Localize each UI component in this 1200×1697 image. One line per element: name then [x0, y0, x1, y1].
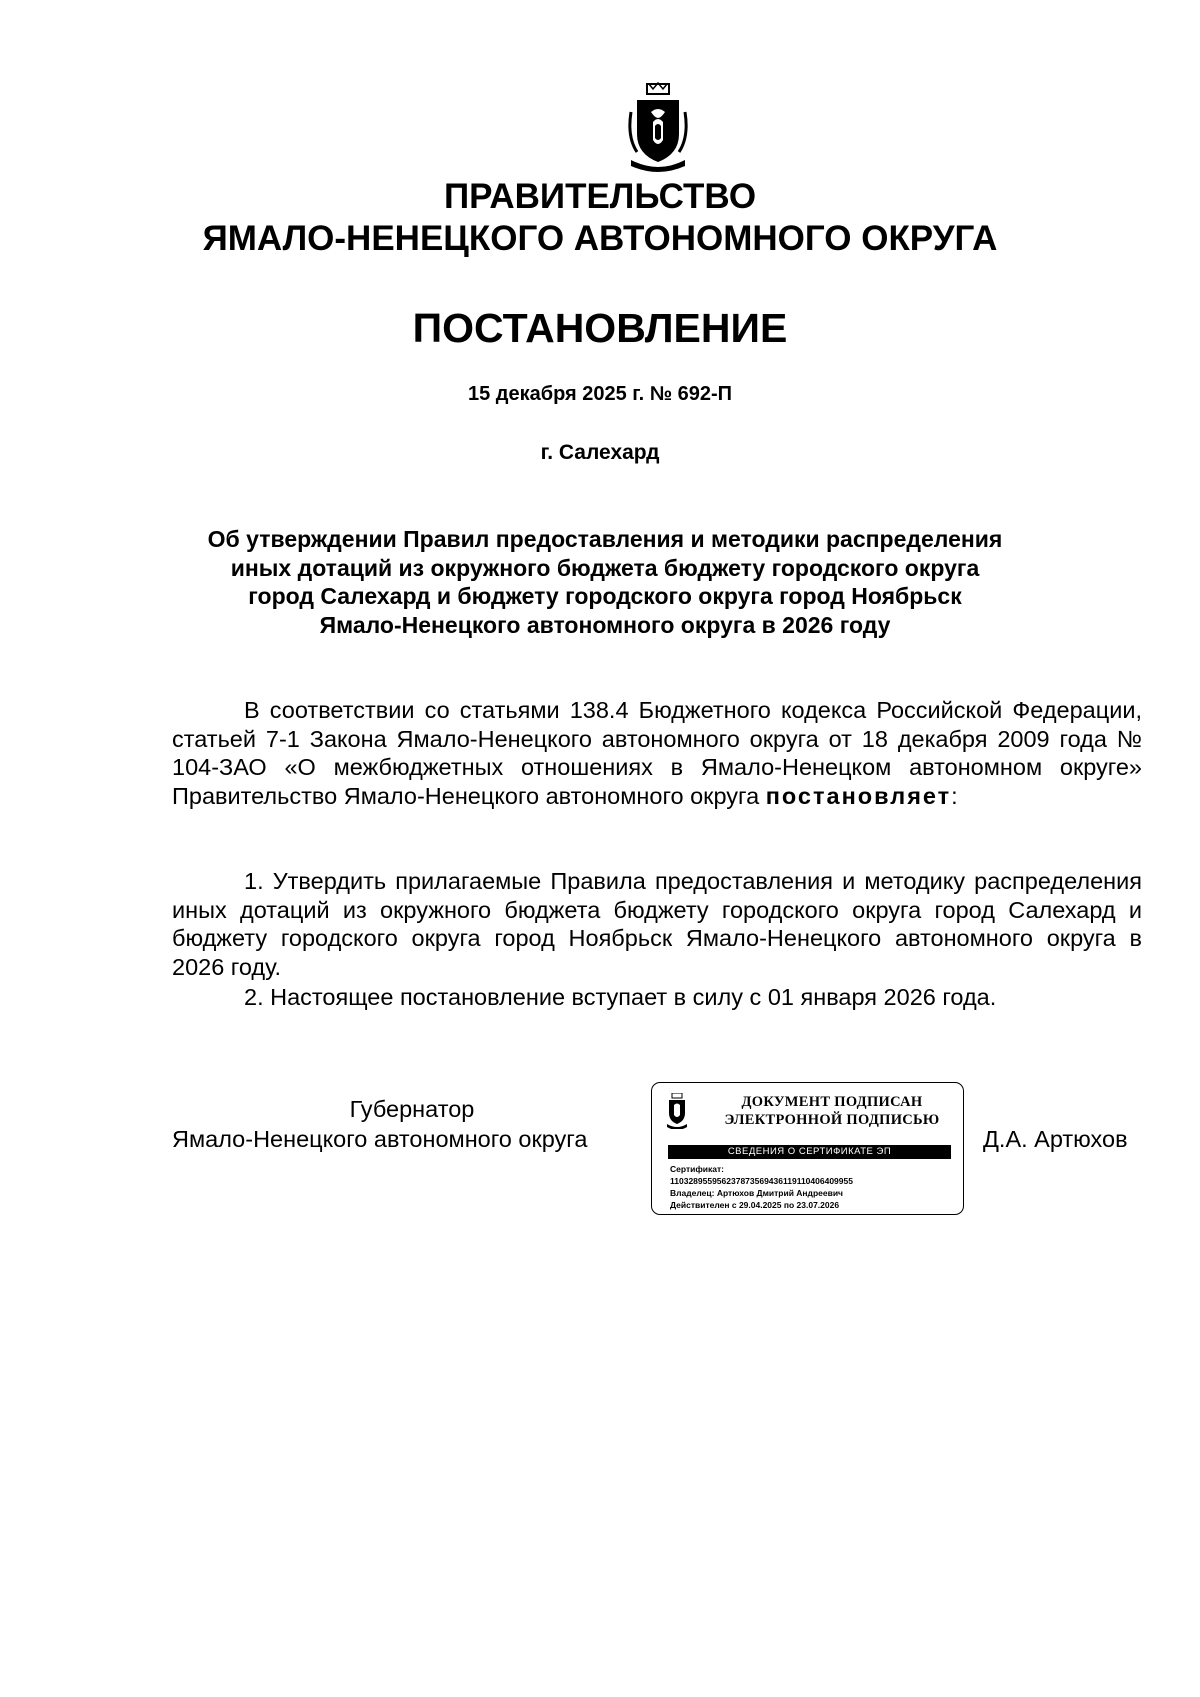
subject-line: Ямало-Ненецкого автономного округа в 2026 году	[319, 611, 891, 638]
resolves-keyword: постановляет	[765, 782, 952, 809]
subject-line: иных дотаций из окружного бюджета бюджету городского округа	[230, 554, 980, 581]
subject-line: город Салехард и бюджету городского округа город Ноябрьск	[248, 583, 962, 609]
preamble-paragraph	[172, 696, 1142, 810]
document-subject	[0, 525, 1200, 639]
government-name-line1: ПРАВИТЕЛЬСТВО	[443, 177, 757, 216]
stamp-cert-label: Сертификат:	[670, 1164, 724, 1174]
coat-of-arms-icon	[666, 1093, 688, 1129]
document-city: г. Салехард	[540, 441, 660, 464]
item-2-paragraph	[172, 983, 1142, 1012]
coat-of-arms-icon	[627, 82, 689, 174]
document-date-number: 15 декабря 2025 г. № 692-П	[467, 383, 733, 405]
electronic-signature-stamp	[651, 1082, 964, 1215]
subject-line: Об утверждении Правил предоставления и методики распределения	[207, 526, 1003, 552]
signatory-name: Д.А. Артюхов	[983, 1126, 1128, 1152]
item-2-text: 2. Настоящее постановление вступает в силу с 01 января 2026 года.	[244, 984, 997, 1010]
signatory-position	[172, 1096, 652, 1123]
position-line1: Губернатор	[349, 1096, 475, 1122]
stamp-title-line1: ДОКУМЕНТ ПОДПИСАН	[741, 1094, 923, 1110]
resolves-colon: :	[951, 782, 958, 809]
government-name-line2: ЯМАЛО-НЕНЕЦКОГО АВТОНОМНОГО ОКРУГА	[202, 219, 998, 258]
item-1-text: 1. Утвердить прилагаемые Правила предоставления и методику распределения иных дотаций из окружного бюджета бюджету городского округа город Салехард и бюджету городского округа город Ноябрьск Ямало-Ненецкого автономного округа в 2026 году.	[172, 868, 1142, 980]
preamble-text: В соответствии со статьями 138.4 Бюджетного кодекса Российской Федерации, статьей 7-1 Закона Ямало-Ненецкого автономного округа от 18 декабря 2009 года № 104-ЗАО «О межбюджетных отношениях в Ямало-Ненецком автономном округе» Правительство Ямало-Ненецкого автономного округа	[172, 697, 1142, 809]
stamp-certificate-bar: СВЕДЕНИЯ О СЕРТИФИКАТЕ ЭП	[668, 1145, 951, 1159]
stamp-validity: Действителен с 29.04.2025 по 23.07.2026	[670, 1200, 840, 1210]
item-1-paragraph	[172, 867, 1142, 981]
position-line2: Ямало-Ненецкого автономного округа	[172, 1126, 588, 1152]
stamp-title-line2: ЭЛЕКТРОННОЙ ПОДПИСЬЮ	[724, 1112, 940, 1128]
document-type-title: ПОСТАНОВЛЕНИЕ	[412, 305, 788, 351]
stamp-owner: Владелец: Артюхов Дмитрий Андреевич	[670, 1188, 843, 1198]
stamp-cert-number: 110328955956237873569436119110406409955	[670, 1176, 853, 1186]
